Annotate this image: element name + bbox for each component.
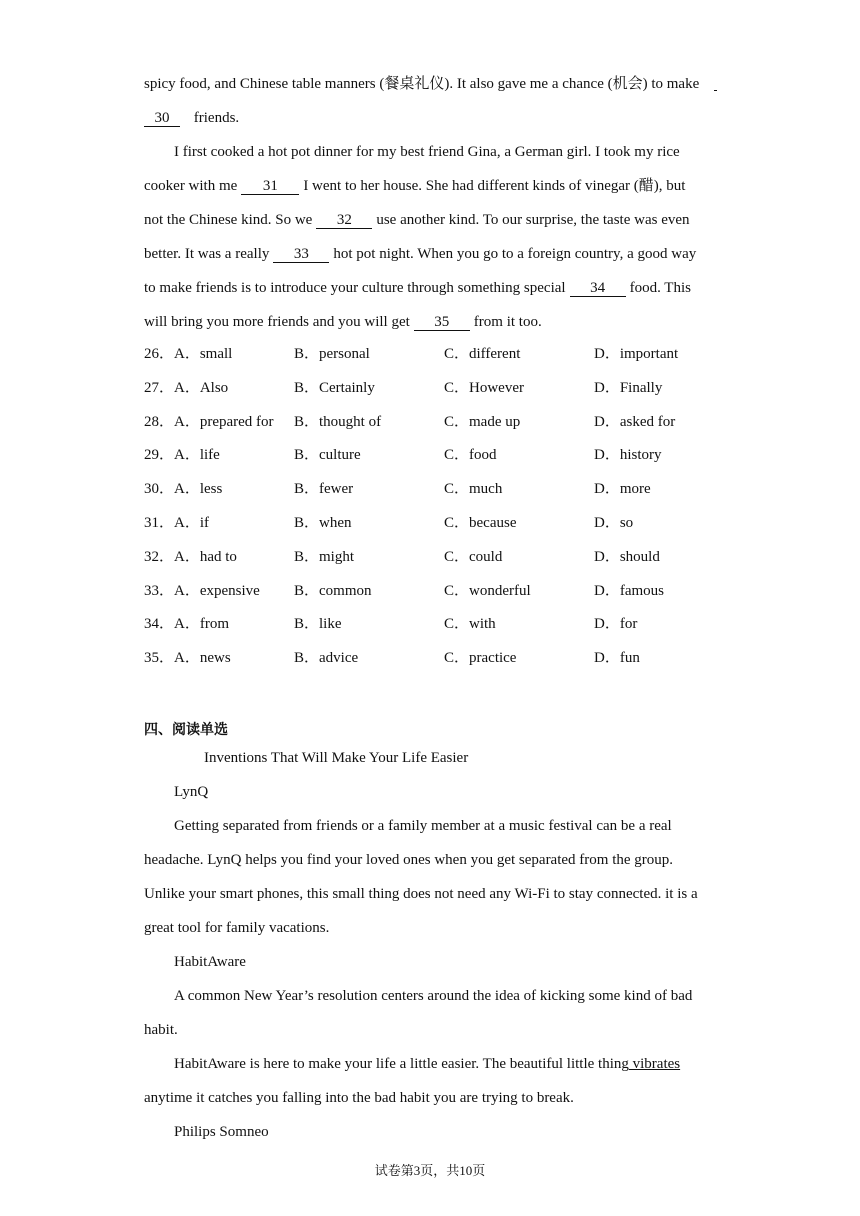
question-row bbox=[144, 445, 744, 465]
lynq-heading: LynQ bbox=[174, 784, 209, 800]
option-d: D．more bbox=[594, 481, 651, 498]
option-c: C．food bbox=[444, 447, 497, 464]
blank-35: 35 bbox=[414, 314, 470, 331]
passage-text: will bring you more friends and you will get bbox=[144, 314, 410, 330]
passage-line-1: spicy food, and Chinese table manners (餐桌礼仪). It also gave me a chance (机会) to make bbox=[144, 76, 700, 92]
option-c: C．could bbox=[444, 548, 503, 565]
option-c: C．However bbox=[444, 379, 524, 396]
option-c: C．practice bbox=[444, 650, 517, 667]
option-a bbox=[144, 614, 229, 634]
passage-text: friends. bbox=[193, 110, 240, 126]
option-b: B．personal bbox=[294, 346, 370, 362]
passage-text: better. It was a really bbox=[144, 246, 270, 262]
option-d: D．history bbox=[594, 447, 662, 464]
option-b: B．like bbox=[294, 616, 342, 633]
option-a-text: A．less bbox=[174, 481, 223, 498]
passage-text: cooker with me bbox=[144, 178, 238, 194]
passage-line-2 bbox=[144, 108, 239, 128]
option-b: B．common bbox=[294, 582, 372, 599]
habitaware-paragraph-line bbox=[174, 1054, 680, 1074]
question-row bbox=[144, 547, 744, 567]
option-c: C．with bbox=[444, 616, 496, 633]
blank-34: 34 bbox=[570, 280, 626, 297]
option-d: D．Finally bbox=[594, 379, 663, 396]
option-a-text: A．life bbox=[174, 447, 220, 464]
question-row bbox=[144, 344, 744, 364]
lynq-paragraph-line: great tool for family vacations. bbox=[144, 920, 330, 936]
blank-32: 32 bbox=[316, 212, 372, 229]
question-number: 35． bbox=[144, 650, 175, 667]
option-a bbox=[144, 445, 220, 465]
habitaware-heading: HabitAware bbox=[174, 954, 246, 970]
option-a bbox=[144, 547, 237, 567]
option-c: C．much bbox=[444, 481, 503, 498]
question-number: 27． bbox=[144, 379, 175, 396]
article-title: Inventions That Will Make Your Life Easier bbox=[204, 750, 469, 766]
passage-line-8 bbox=[144, 312, 542, 332]
option-a-text: A．prepared for bbox=[174, 413, 274, 430]
passage-line-3: I first cooked a hot pot dinner for my best friend Gina, a German girl. I took my rice bbox=[174, 144, 680, 160]
question-number: 31． bbox=[144, 515, 175, 531]
option-a bbox=[144, 479, 222, 499]
option-a-text: A．Also bbox=[174, 379, 229, 396]
philips-somneo-heading: Philips Somneo bbox=[174, 1124, 269, 1140]
passage-text: I went to her house. She had different kinds of vinegar (醋), but bbox=[303, 178, 686, 194]
option-b: B．Certainly bbox=[294, 379, 375, 396]
option-b: B．fewer bbox=[294, 481, 354, 498]
option-c: C．different bbox=[444, 346, 521, 362]
option-a-text: A．news bbox=[174, 650, 231, 667]
passage-text: to make friends is to introduce your culture through something special bbox=[144, 280, 566, 296]
option-a bbox=[144, 513, 209, 533]
passage-line-5 bbox=[144, 210, 690, 230]
option-a-text: A．from bbox=[174, 616, 230, 633]
option-c: C．made up bbox=[444, 413, 521, 430]
question-row bbox=[144, 614, 744, 634]
habitaware-paragraph-line: A common New Year’s resolution centers around the idea of kicking some kind of bad bbox=[174, 988, 693, 1004]
habitaware-paragraph-line: anytime it catches you falling into the bad habit you are trying to break. bbox=[144, 1090, 574, 1106]
option-a bbox=[144, 378, 228, 398]
page-footer: 试卷第3页，共10页 bbox=[374, 1163, 486, 1178]
option-d: D．asked for bbox=[594, 413, 676, 430]
option-b: B．when bbox=[294, 515, 352, 531]
question-number: 29． bbox=[144, 447, 175, 464]
question-row bbox=[144, 648, 744, 668]
question-row bbox=[144, 513, 744, 533]
option-a bbox=[144, 648, 231, 668]
answer-tick-mark bbox=[714, 76, 717, 91]
passage-line-6 bbox=[144, 244, 696, 264]
section-heading: 四、阅读单选 bbox=[144, 722, 228, 738]
option-d: D．for bbox=[594, 616, 638, 633]
underlined-word-vibrates: vibrates bbox=[628, 1056, 681, 1072]
option-d: D．so bbox=[594, 515, 634, 531]
option-d: D．fun bbox=[594, 650, 640, 667]
passage-text: use another kind. To our surprise, the taste was even bbox=[376, 212, 690, 228]
passage-text: not the Chinese kind. So we bbox=[144, 212, 313, 228]
habitaware-text: HabitAware is here to make your life a little easier. The beautiful little thing bbox=[174, 1056, 629, 1072]
option-a-text: A．expensive bbox=[174, 582, 260, 599]
question-number: 26． bbox=[144, 346, 175, 362]
option-c: C．because bbox=[444, 515, 517, 531]
passage-line-4 bbox=[144, 176, 685, 196]
question-row bbox=[144, 581, 744, 601]
passage-line-7 bbox=[144, 278, 691, 298]
blank-30: 30 bbox=[144, 110, 180, 127]
option-d: D．important bbox=[594, 346, 679, 362]
option-a-text: A．small bbox=[174, 346, 233, 362]
passage-text: from it too. bbox=[473, 314, 542, 330]
option-b: B．thought of bbox=[294, 413, 382, 430]
passage-text: hot pot night. When you go to a foreign country, a good way bbox=[333, 246, 697, 262]
blank-33: 33 bbox=[273, 246, 329, 263]
option-b: B．culture bbox=[294, 447, 361, 464]
option-a bbox=[144, 344, 232, 364]
blank-31: 31 bbox=[241, 178, 299, 195]
question-row bbox=[144, 378, 744, 398]
option-b: B．might bbox=[294, 548, 355, 565]
passage-text: food. This bbox=[629, 280, 691, 296]
option-d: D．should bbox=[594, 548, 660, 565]
lynq-paragraph-line: Getting separated from friends or a family member at a music festival can be a real bbox=[174, 818, 672, 834]
option-a-text: A．if bbox=[174, 515, 210, 531]
option-a-text: A．had to bbox=[174, 548, 237, 565]
option-b: B．advice bbox=[294, 650, 359, 667]
question-number: 28． bbox=[144, 413, 175, 430]
option-c: C．wonderful bbox=[444, 582, 531, 599]
lynq-paragraph-line: headache. LynQ helps you find your loved ones when you get separated from the group. bbox=[144, 852, 674, 868]
habitaware-paragraph-line: habit. bbox=[144, 1022, 178, 1038]
question-number: 32． bbox=[144, 548, 175, 565]
question-number: 33． bbox=[144, 582, 175, 599]
option-d: D．famous bbox=[594, 582, 664, 599]
question-number: 34． bbox=[144, 616, 175, 633]
option-a bbox=[144, 412, 274, 432]
option-a bbox=[144, 581, 260, 601]
question-row bbox=[144, 479, 744, 499]
question-row bbox=[144, 412, 744, 432]
question-number: 30． bbox=[144, 481, 175, 498]
lynq-paragraph-line: Unlike your smart phones, this small thing does not need any Wi-Fi to stay connected. it is a bbox=[144, 886, 698, 902]
